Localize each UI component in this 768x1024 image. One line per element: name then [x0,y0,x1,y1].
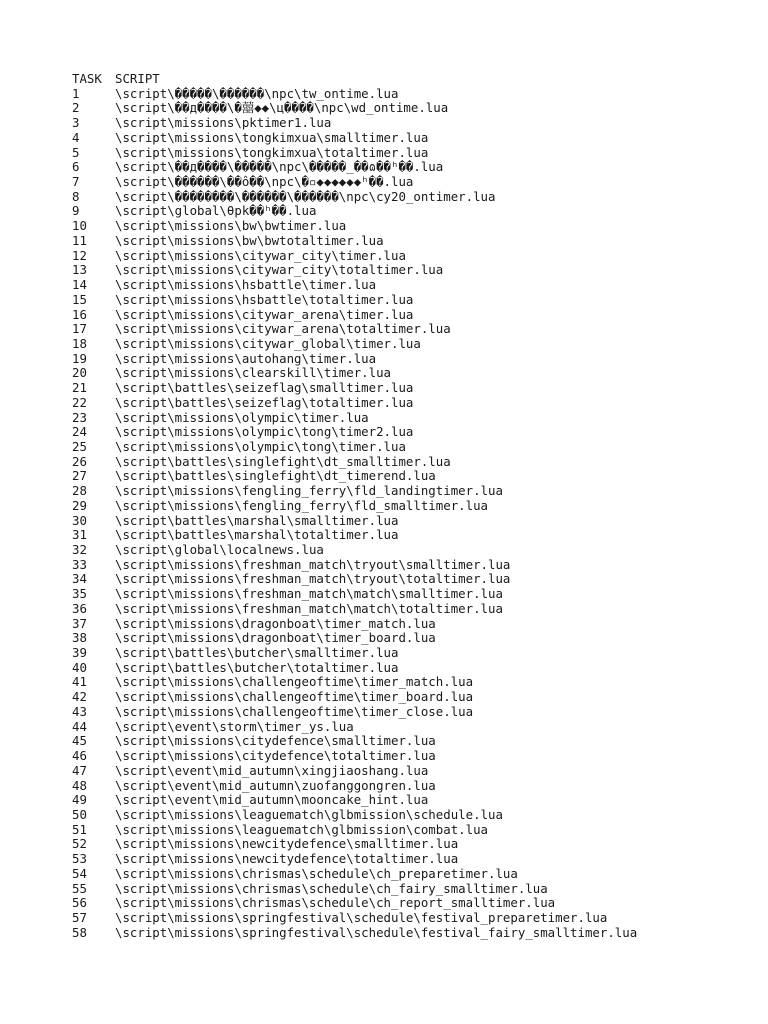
script-path: \script\��������\������\������\npc\cy20_ontimer.lua [115,189,496,204]
table-row [72,528,732,543]
task-number: 55 [72,880,87,896]
task-number: 26 [72,453,87,469]
task-number: 9 [72,203,80,219]
script-path: \script\missions\hsbattle\totaltimer.lua [115,292,414,307]
task-number: 4 [72,129,80,145]
script-path: \script\battles\singlefight\dt_timerend.lua [115,469,436,484]
script-path: \script\battles\seizeflag\totaltimer.lua [115,395,414,410]
task-number: 29 [72,497,87,513]
task-number: 12 [72,247,87,263]
table-row [72,617,732,632]
task-number: 6 [72,159,80,175]
table-row [72,190,732,205]
task-number: 35 [72,586,87,602]
table-row [72,808,732,823]
script-path: \script\missions\leaguematch\glbmission\combat.lua [115,822,488,837]
script-column-header: SCRIPT [115,72,160,86]
script-path: \script\battles\seizeflag\smalltimer.lua [115,381,414,396]
table-row [72,837,732,852]
table-row [72,646,732,661]
script-path: \script\battles\singlefight\dt_smalltimer.lua [115,454,451,469]
table-row [72,87,732,102]
task-number: 17 [72,321,87,337]
table-row [72,308,732,323]
script-path: \script\missions\citywar_city\timer.lua [115,248,406,263]
script-path: \script\missions\freshman_match\tryout\totaltimer.lua [115,572,511,587]
script-path: \script\missions\springfestival\schedule\festival_fairy_smalltimer.lua [115,925,638,940]
task-number: 22 [72,394,87,410]
task-number: 15 [72,291,87,307]
script-path: \script\missions\dragonboat\timer_match.lua [115,616,436,631]
task-number: 21 [72,380,87,396]
task-number: 46 [72,748,87,764]
script-path: \script\event\mid_autumn\xingjiaoshang.lua [115,763,429,778]
task-number: 52 [72,836,87,852]
task-number: 8 [72,188,80,204]
table-row [72,558,732,573]
table-row [72,690,732,705]
task-number: 41 [72,674,87,690]
table-header [72,72,732,87]
table-row [72,734,732,749]
script-path: \script\missions\freshman_match\tryout\smalltimer.lua [115,557,511,572]
task-number: 43 [72,703,87,719]
task-number: 57 [72,909,87,925]
task-number: 3 [72,115,80,131]
task-number: 25 [72,438,87,454]
script-path: \script\missions\tongkimxua\totaltimer.lua [115,145,429,160]
table-row [72,146,732,161]
table-row [72,278,732,293]
script-path: \script\missions\tongkimxua\smalltimer.lua [115,130,429,145]
task-number: 7 [72,174,80,190]
task-number: 32 [72,542,87,557]
script-path: \script\event\mid_autumn\mooncake_hint.lua [115,793,429,808]
script-path: \script\missions\challengeoftime\timer_board.lua [115,690,474,705]
task-number: 20 [72,365,87,381]
table-row [72,882,732,897]
script-path: \script\missions\autohang\timer.lua [115,351,377,366]
table-row [72,204,732,219]
script-path: \script\missions\newcitydefence\smalltimer.lua [115,837,459,852]
table-row [72,867,732,882]
task-number: 33 [72,556,87,572]
script-path: \script\event\mid_autumn\zuofanggongren.lua [115,778,436,793]
table-row [72,675,732,690]
task-number: 56 [72,895,87,911]
table-row [72,926,732,941]
table-row [72,160,732,175]
table-row [72,911,732,926]
script-path: \script\missions\citydefence\totaltimer.lua [115,749,436,764]
table-row [72,175,732,190]
table-row [72,779,732,794]
script-path: \script\missions\challengeoftime\timer_close.lua [115,704,474,719]
script-path: \script\��д����\�囍◆◆\ц����\npc\wd_ontime.lua [115,101,449,116]
script-path: \script\missions\bw\bwtimer.lua [115,219,347,234]
script-path: \script\missions\citywar_arena\timer.lua [115,307,414,322]
script-path: \script\�����\������\npc\tw_ontime.lua [115,86,399,101]
task-number: 36 [72,600,87,616]
table-row [72,234,732,249]
task-number: 30 [72,512,87,528]
script-path: \script\������\��ô��\npc\�▫◆◆◆◆◆◆ʰ��.lua [115,175,414,190]
script-path: \script\missions\olympic\tong\timer2.lua [115,425,414,440]
table-row [72,219,732,234]
task-number: 44 [72,718,87,734]
table-row [72,322,732,337]
script-path: \script\missions\olympic\tong\timer.lua [115,439,406,454]
script-path: \script\battles\butcher\totaltimer.lua [115,660,399,675]
script-path: \script\missions\chrismas\schedule\ch_preparetimer.lua [115,866,518,881]
table-row [72,484,732,499]
table-row [72,469,732,484]
table-row [72,499,732,514]
task-number: 11 [72,232,87,248]
table-body [72,87,732,941]
table-row [72,249,732,264]
table-row [72,514,732,529]
script-path: \script\missions\springfestival\schedule\festival_preparetimer.lua [115,910,608,925]
task-number: 24 [72,424,87,440]
table-row [72,543,732,558]
table-row [72,366,732,381]
script-path: \script\missions\challengeoftime\timer_match.lua [115,675,474,690]
script-path: \script\missions\citywar_global\timer.lua [115,336,421,351]
table-row [72,823,732,838]
script-path: \script\missions\freshman_match\match\smalltimer.lua [115,587,503,602]
script-path: \script\global\θpk��ʰ��.lua [115,204,317,219]
script-path: \script\battles\butcher\smalltimer.lua [115,646,399,661]
script-path: \script\missions\citywar_arena\totaltimer.lua [115,322,451,337]
table-row [72,631,732,646]
task-number: 40 [72,659,87,675]
task-number: 31 [72,527,87,543]
table-row [72,396,732,411]
task-number: 19 [72,350,87,366]
script-path: \script\missions\leaguematch\glbmission\schedule.lua [115,807,503,822]
task-number: 51 [72,821,87,837]
script-path: \script\missions\chrismas\schedule\ch_fairy_smalltimer.lua [115,881,548,896]
table-row [72,440,732,455]
task-number: 45 [72,733,87,749]
table-row [72,749,732,764]
task-number: 5 [72,144,80,160]
table-row [72,705,732,720]
script-path: \script\missions\pktimer1.lua [115,116,332,131]
task-number: 2 [72,100,80,116]
task-number: 50 [72,806,87,822]
table-row [72,116,732,131]
script-path: \script\missions\dragonboat\timer_board.lua [115,631,436,646]
table-row [72,793,732,808]
table-row [72,293,732,308]
task-number: 14 [72,277,87,293]
task-number: 47 [72,762,87,778]
table-row [72,381,732,396]
table-row [72,263,732,278]
task-number: 16 [72,306,87,322]
script-path: \script\battles\marshal\totaltimer.lua [115,528,399,543]
task-number: 37 [72,615,87,631]
task-number: 13 [72,262,87,278]
task-number: 48 [72,777,87,793]
script-path: \script\missions\citywar_city\totaltimer.lua [115,263,444,278]
task-number: 1 [72,85,80,101]
script-path: \script\missions\citydefence\smalltimer.lua [115,734,436,749]
script-path: \script\missions\fengling_ferry\fld_smalltimer.lua [115,498,488,513]
task-number: 58 [72,924,87,940]
table-row [72,131,732,146]
script-path: \script\event\storm\timer_ys.lua [115,719,354,734]
table-row [72,572,732,587]
script-path: \script\missions\hsbattle\timer.lua [115,278,377,293]
task-number: 23 [72,409,87,425]
task-number: 38 [72,630,87,646]
task-number: 39 [72,645,87,661]
task-number: 10 [72,218,87,234]
script-path: \script\missions\chrismas\schedule\ch_report_smalltimer.lua [115,896,556,911]
task-number: 34 [72,571,87,587]
table-row [72,764,732,779]
table-row [72,587,732,602]
script-path: \script\missions\newcitydefence\totaltimer.lua [115,852,459,867]
task-number: 49 [72,792,87,808]
task-column-header: TASK [72,71,102,86]
script-path: \script\missions\olympic\timer.lua [115,410,369,425]
task-number: 18 [72,335,87,351]
table-row [72,425,732,440]
table-row [72,455,732,470]
table-row [72,411,732,426]
script-path: \script\missions\fengling_ferry\fld_landingtimer.lua [115,484,503,499]
task-number: 42 [72,689,87,705]
script-path: \script\missions\freshman_match\match\totaltimer.lua [115,601,503,616]
task-number: 53 [72,851,87,867]
table-row [72,896,732,911]
table-row [72,852,732,867]
table-row [72,337,732,352]
task-number: 54 [72,865,87,881]
task-number: 27 [72,468,87,484]
table-row [72,661,732,676]
document-page [72,72,732,940]
table-row [72,720,732,735]
script-path: \script\missions\bw\bwtotaltimer.lua [115,233,384,248]
script-path: \script\global\localnews.lua [115,543,324,557]
script-path: \script\��д����\�����\npc\�����_��ɷ��ʰ��.lua [115,160,444,175]
table-row [72,352,732,367]
script-path: \script\battles\marshal\smalltimer.lua [115,513,399,528]
table-row [72,101,732,116]
script-path: \script\missions\clearskill\timer.lua [115,366,392,381]
table-row [72,602,732,617]
task-number: 28 [72,483,87,499]
